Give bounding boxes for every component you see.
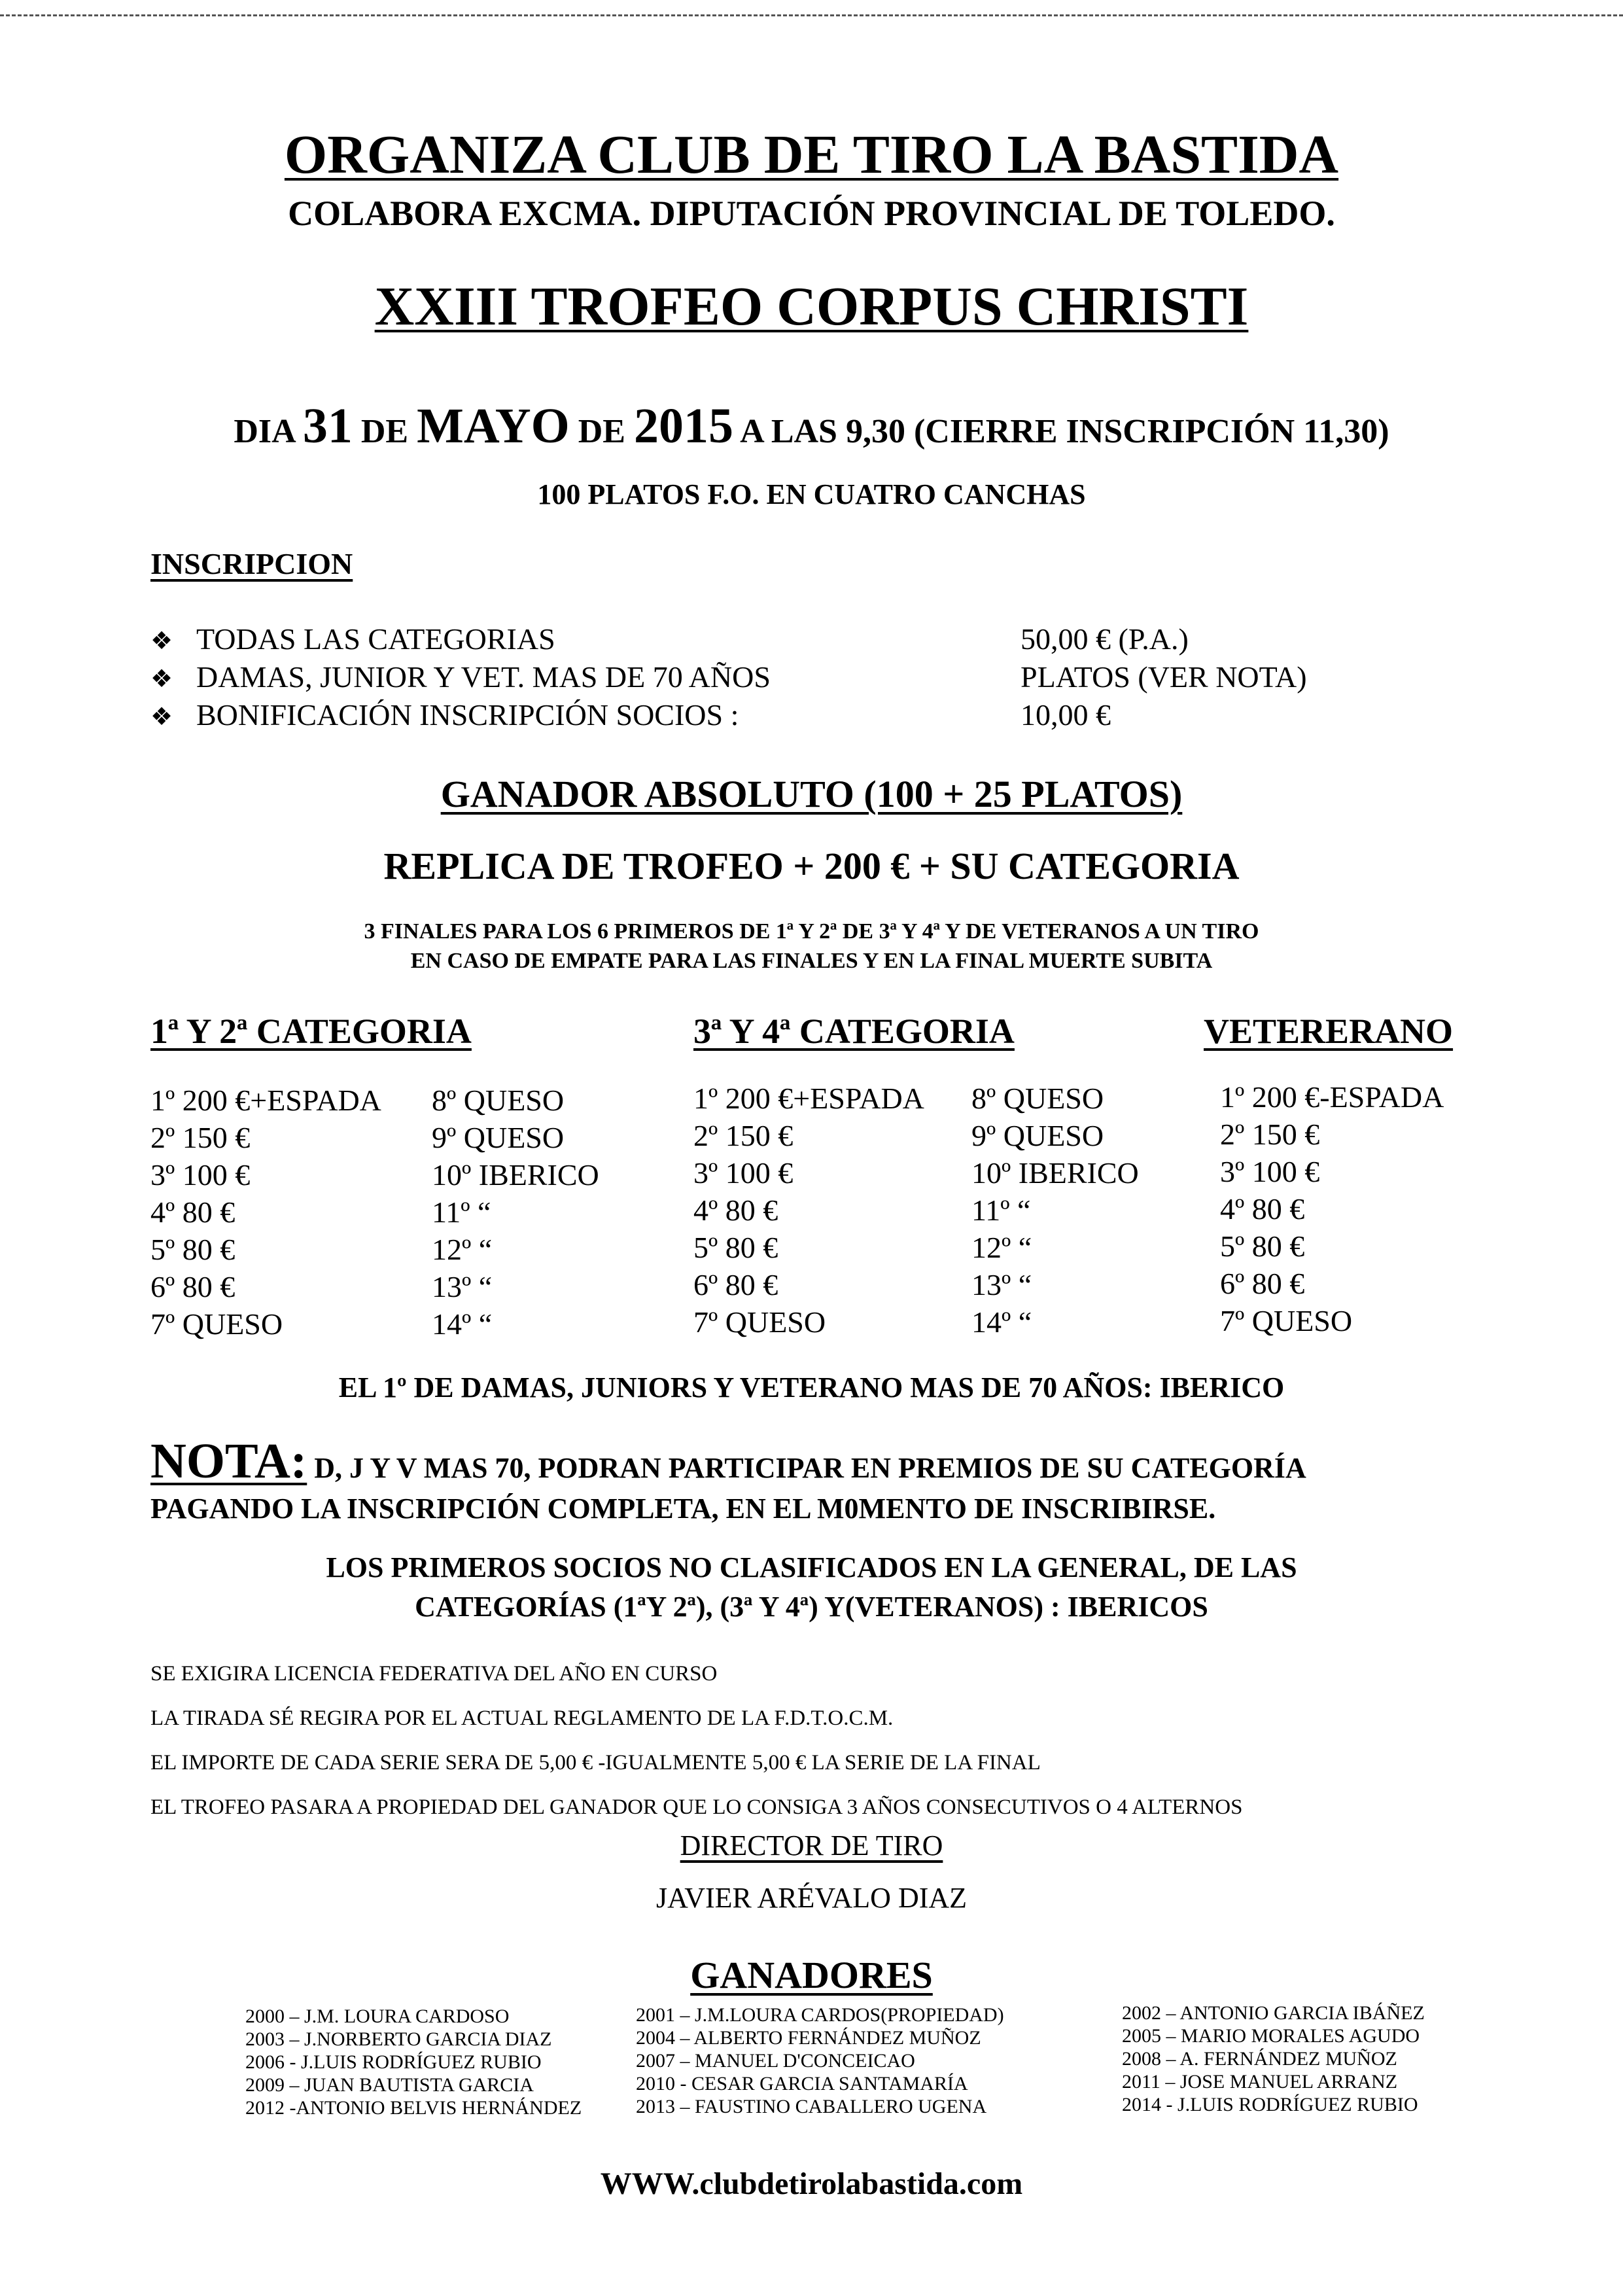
website-link[interactable]: WWW.clubdetirolabastida.com bbox=[600, 2166, 1023, 2201]
prize-cat34-left: 2º 150 € bbox=[693, 1119, 794, 1152]
prize-cat12-left: 5º 80 € bbox=[150, 1233, 236, 1266]
winner-entry: 2012 -ANTONIO BELVIS HERNÁNDEZ bbox=[245, 2097, 582, 2119]
prize-veterano: 5º 80 € bbox=[1220, 1229, 1305, 1263]
inscripcion-label: TODAS LAS CATEGORIAS bbox=[196, 622, 555, 656]
inscripcion-value: 50,00 € (P.A.) bbox=[1021, 622, 1189, 656]
winner-entry: 2001 – J.M.LOURA CARDOS(PROPIEDAD) bbox=[636, 2004, 1004, 2026]
winner-entry: 2010 - CESAR GARCIA SANTAMARÍA bbox=[636, 2073, 968, 2094]
prize-cat34-right: 9º QUESO bbox=[971, 1119, 1104, 1152]
rule-line: LA TIRADA SÉ REGIRA POR EL ACTUAL REGLAMENTO DE LA F.D.T.O.C.M. bbox=[150, 1706, 894, 1730]
prize-cat34-right: 8º QUESO bbox=[971, 1082, 1104, 1115]
rule-line: EL TROFEO PASARA A PROPIEDAD DEL GANADOR QUE LO CONSIGA 3 AÑOS CONSECUTIVOS O 4 ALTERNOS bbox=[150, 1795, 1243, 1819]
event-year: 2015 bbox=[634, 398, 733, 453]
platos-info: 100 PLATOS F.O. EN CUATRO CANCHAS bbox=[537, 478, 1086, 510]
winner-entry: 2011 – JOSE MANUEL ARRANZ bbox=[1122, 2071, 1398, 2093]
nota-label: NOTA: bbox=[150, 1434, 307, 1489]
prize-cat12-left: 6º 80 € bbox=[150, 1270, 236, 1303]
category-1-2-title: 1ª Y 2ª CATEGORIA bbox=[150, 1012, 472, 1051]
winner-entry: 2014 - J.LUIS RODRÍGUEZ RUBIO bbox=[1122, 2094, 1418, 2115]
de-word-2: DE bbox=[578, 413, 625, 450]
event-month: MAYO bbox=[417, 398, 570, 453]
diamond-bullet-icon: ❖ bbox=[150, 703, 173, 731]
winner-entry: 2013 – FAUSTINO CABALLERO UGENA bbox=[636, 2096, 987, 2117]
prize-cat12-right: 10º IBERICO bbox=[432, 1158, 599, 1192]
inscripcion-title: INSCRIPCION bbox=[150, 547, 353, 580]
prize-cat12-right: 13º “ bbox=[432, 1270, 493, 1303]
prize-cat34-right: 11º “ bbox=[971, 1193, 1031, 1227]
inscripcion-label: DAMAS, JUNIOR Y VET. MAS DE 70 AÑOS bbox=[196, 660, 771, 694]
socios-line-1: LOS PRIMEROS SOCIOS NO CLASIFICADOS EN LA GENERAL, DE LAS bbox=[326, 1551, 1297, 1583]
socios-line-2: CATEGORÍAS (1ªY 2ª), (3ª Y 4ª) Y(VETERANOS) : IBERICOS bbox=[415, 1591, 1208, 1623]
inscripcion-value: PLATOS (VER NOTA) bbox=[1021, 660, 1307, 694]
trophy-title: XXIII TROFEO CORPUS CHRISTI bbox=[374, 276, 1249, 337]
winner-entry: 2007 – MANUEL D'CONCEICAO bbox=[636, 2050, 915, 2072]
veterano-title: VETERERANO bbox=[1204, 1012, 1454, 1051]
nota-line-2: PAGANDO LA INSCRIPCIÓN COMPLETA, EN EL M0MENTO DE INSCRIBIRSE. bbox=[150, 1492, 1216, 1525]
ganadores-title: GANADORES bbox=[690, 1954, 933, 1996]
event-day: 31 bbox=[302, 398, 353, 453]
prize-cat34-left: 7º QUESO bbox=[693, 1305, 826, 1339]
prize-veterano: 2º 150 € bbox=[1220, 1118, 1320, 1151]
dia-word: DIA bbox=[234, 413, 294, 450]
winner-entry: 2006 - J.LUIS RODRÍGUEZ RUBIO bbox=[245, 2051, 542, 2073]
prize-veterano: 7º QUESO bbox=[1220, 1304, 1353, 1337]
diamond-bullet-icon: ❖ bbox=[150, 627, 173, 655]
prize-cat12-left: 4º 80 € bbox=[150, 1195, 236, 1229]
collaborator-subtitle: COLABORA EXCMA. DIPUTACIÓN PROVINCIAL DE TOLEDO. bbox=[288, 194, 1335, 233]
prize-cat12-right: 12º “ bbox=[432, 1233, 493, 1266]
prize-cat34-right: 13º “ bbox=[971, 1268, 1032, 1301]
prize-cat12-right: 11º “ bbox=[432, 1195, 491, 1229]
event-dateline bbox=[0, 398, 1623, 455]
prize-cat34-left: 5º 80 € bbox=[693, 1231, 778, 1264]
director-name: JAVIER ARÉVALO DIAZ bbox=[655, 1882, 968, 1914]
rule-line: SE EXIGIRA LICENCIA FEDERATIVA DEL AÑO EN CURSO bbox=[150, 1662, 718, 1686]
prize-cat12-left: 2º 150 € bbox=[150, 1121, 251, 1154]
inscripcion-item bbox=[150, 622, 555, 656]
prize-veterano: 1º 200 €-ESPADA bbox=[1220, 1080, 1444, 1114]
scan-edge-line bbox=[0, 14, 1623, 16]
ganador-premio: REPLICA DE TROFEO + 200 € + SU CATEGORIA bbox=[383, 845, 1240, 887]
primero-damas-line: EL 1º DE DAMAS, JUNIORS Y VETERANO MAS DE 70 AÑOS: IBERICO bbox=[338, 1371, 1285, 1404]
ganador-absoluto-title: GANADOR ABSOLUTO (100 + 25 PLATOS) bbox=[440, 773, 1183, 815]
winner-entry: 2009 – JUAN BAUTISTA GARCIA bbox=[245, 2074, 534, 2096]
organizer-title: ORGANIZA CLUB DE TIRO LA BASTIDA bbox=[284, 124, 1339, 185]
nota-line-1 bbox=[150, 1433, 1306, 1490]
prize-cat34-left: 4º 80 € bbox=[693, 1193, 778, 1227]
winner-entry: 2002 – ANTONIO GARCIA IBÁÑEZ bbox=[1122, 2002, 1425, 2024]
prize-veterano: 3º 100 € bbox=[1220, 1155, 1320, 1188]
winner-entry: 2008 – A. FERNÁNDEZ MUÑOZ bbox=[1122, 2048, 1397, 2070]
category-3-4-title: 3ª Y 4ª CATEGORIA bbox=[693, 1012, 1015, 1051]
inscripcion-value: 10,00 € bbox=[1021, 698, 1111, 732]
event-time: A LAS 9,30 (CIERRE INSCRIPCIÓN 11,30) bbox=[740, 413, 1389, 450]
de-word-1: DE bbox=[360, 413, 409, 450]
prize-cat12-left: 1º 200 €+ESPADA bbox=[150, 1084, 381, 1117]
inscripcion-item bbox=[150, 660, 771, 694]
prize-cat34-left: 3º 100 € bbox=[693, 1156, 794, 1190]
prize-cat34-right: 10º IBERICO bbox=[971, 1156, 1139, 1190]
prize-cat34-left: 1º 200 €+ESPADA bbox=[693, 1082, 924, 1115]
prize-cat12-right: 14º “ bbox=[432, 1307, 493, 1341]
prize-cat12-right: 8º QUESO bbox=[432, 1084, 565, 1117]
winner-entry: 2003 – J.NORBERTO GARCIA DIAZ bbox=[245, 2028, 552, 2050]
winner-entry: 2004 – ALBERTO FERNÁNDEZ MUÑOZ bbox=[636, 2027, 981, 2049]
prize-cat12-right: 9º QUESO bbox=[432, 1121, 565, 1154]
prize-cat34-right: 12º “ bbox=[971, 1231, 1032, 1264]
finales-line-1: 3 FINALES PARA LOS 6 PRIMEROS DE 1ª Y 2ª DE 3ª Y 4ª Y DE VETERANOS A UN TIRO bbox=[364, 919, 1259, 944]
prize-veterano: 4º 80 € bbox=[1220, 1192, 1305, 1226]
prize-veterano: 6º 80 € bbox=[1220, 1267, 1305, 1300]
finales-line-2: EN CASO DE EMPATE PARA LAS FINALES Y EN LA FINAL MUERTE SUBITA bbox=[410, 949, 1213, 973]
nota-text-1: D, J Y V MAS 70, PODRAN PARTICIPAR EN PREMIOS DE SU CATEGORÍA bbox=[314, 1452, 1306, 1484]
winner-entry: 2005 – MARIO MORALES AGUDO bbox=[1122, 2025, 1420, 2047]
inscripcion-label: BONIFICACIÓN INSCRIPCIÓN SOCIOS : bbox=[196, 698, 739, 732]
prize-cat12-left: 3º 100 € bbox=[150, 1158, 251, 1192]
winner-entry: 2000 – J.M. LOURA CARDOSO bbox=[245, 2005, 510, 2027]
diamond-bullet-icon: ❖ bbox=[150, 665, 173, 693]
inscripcion-item bbox=[150, 698, 739, 732]
rule-line: EL IMPORTE DE CADA SERIE SERA DE 5,00 € -IGUALMENTE 5,00 € LA SERIE DE LA FINAL bbox=[150, 1751, 1041, 1775]
director-title: DIRECTOR DE TIRO bbox=[680, 1829, 943, 1862]
prize-cat34-right: 14º “ bbox=[971, 1305, 1032, 1339]
prize-cat12-left: 7º QUESO bbox=[150, 1307, 283, 1341]
prize-cat34-left: 6º 80 € bbox=[693, 1268, 778, 1301]
